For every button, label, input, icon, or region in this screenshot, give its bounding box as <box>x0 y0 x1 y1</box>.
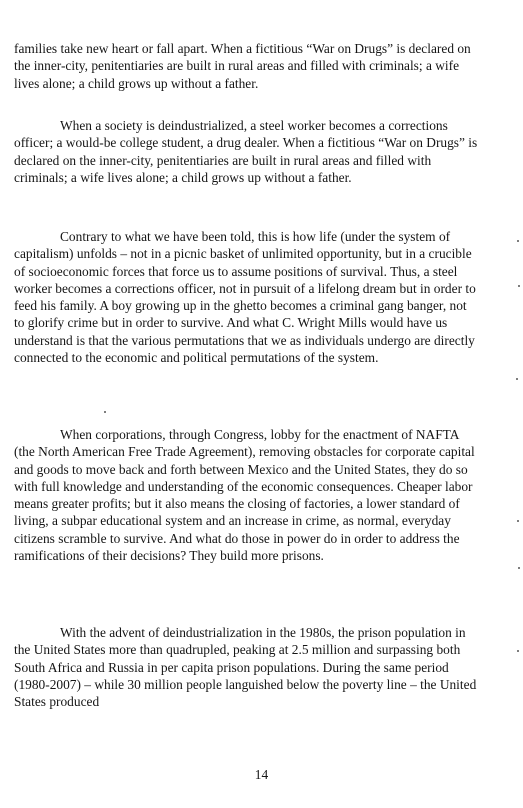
scan-speck <box>517 650 519 652</box>
paragraph-text: families take new heart or fall apart. When a fictitious “War on Drugs” is declared on the inner-city, penitentiaries are built in rural areas and filled with criminals; a wife lives alone; a child grows up without a father. <box>14 41 471 91</box>
paragraph-capitalism <box>14 228 479 366</box>
paragraph-prison-population <box>14 624 479 710</box>
paragraph-nafta <box>14 426 479 564</box>
paragraph-text: When corporations, through Congress, lobby for the enactment of NAFTA (the North American Free Trade Agreement), removing obstacles for corporate capital and goods to move back and forth between Mexico and the United States, they do so with full knowledge and understanding of the economic consequences. Cheaper labor means greater profits; but it also means the closing of factories, a lower standard of living, a subpar educational system and an increase in crime, as normal, everyday citizens scramble to survive. And what do those in power do in order to address the ramifications of their decisions? They build more prisons. <box>14 427 475 564</box>
scan-speck <box>517 520 519 522</box>
page-number: 14 <box>254 767 269 782</box>
scan-speck <box>518 567 520 569</box>
paragraph-deindustrialized <box>14 117 479 186</box>
scan-speck <box>516 378 518 380</box>
paragraph-text: Contrary to what we have been told, this is how life (under the system of capitalism) unfolds – not in a picnic basket of unlimited opportunity, but in a crucible of socioeconomic forces that force us to assume positions of survival. Thus, a steel worker becomes a corrections officer, not in pursuit of a lifelong dream but in order to feed his family. A boy growing up in the ghetto becomes a criminal gang banger, not to glorify crime but in order to survive. And what C. Wright Mills would have us understand is that the various permutations that we as individuals undergo are directly connected to the economic and political permutations of the system. <box>14 229 476 366</box>
paragraph-text: With the advent of deindustrialization in the 1980s, the prison population in the United States more than quadrupled, peaking at 2.5 million and surpassing both South Africa and Russia in per capita prison populations. During the same period (1980-2007) – while 30 million people languished below the poverty line – the United States produced <box>14 625 477 710</box>
scan-speck <box>518 285 520 287</box>
paragraph-text: When a society is deindustrialized, a steel worker becomes a corrections officer; a would-be college student, a drug dealer. When a fictitious “War on Drugs” is declared on the inner-city, penitentiaries are built in rural areas and filled with criminals; a wife lives alone; a child grows up without a father. <box>14 118 478 185</box>
paragraph-continued <box>14 40 479 92</box>
scan-speck <box>517 240 519 242</box>
scan-speck <box>104 411 106 413</box>
